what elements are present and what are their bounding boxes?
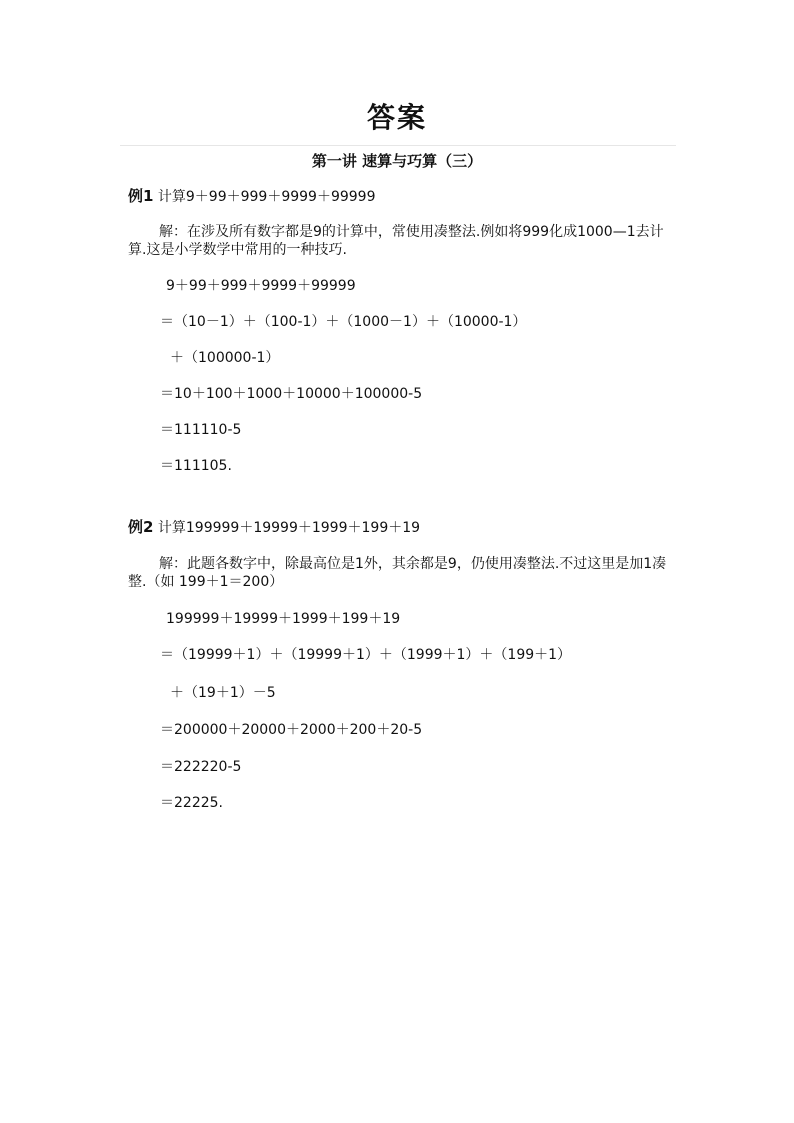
example1-step-5: ＝111110-5 (160, 422, 242, 438)
example2-step-4: ＝200000＋20000＋2000＋200＋20-5 (160, 722, 423, 738)
example1-step-2: ＝（10－1）＋（100-1）＋（1000－1）＋（10000-1） (160, 314, 527, 330)
page-title: 答案 (366, 101, 427, 134)
title-divider (120, 145, 676, 146)
example2-solution: 解：此题各数字中，除最高位是1外，其余都是9，仍使用凑整法.不过这里是加1凑整.（如 199＋1＝200） (128, 556, 667, 590)
example2-step-5: ＝222220-5 (160, 759, 242, 775)
example1-solution: 解：在涉及所有数字都是9的计算中，常使用凑整法.例如将999化成1000—1去计算.这是小学数学中常用的一种技巧. (128, 224, 664, 258)
example1-label: 例1 (128, 187, 154, 205)
example2-step-2: ＝（19999＋1）＋（19999＋1）＋（1999＋1）＋（199＋1） (160, 647, 572, 663)
example2-heading (128, 518, 420, 537)
lecture-title: 第一讲 速算与巧算（三） (311, 152, 483, 170)
example2-label: 例2 (128, 518, 154, 536)
example1-step-6: ＝111105. (160, 458, 232, 474)
example2-problem: 计算199999＋19999＋1999＋199＋19 (157, 520, 421, 536)
example1-step-4: ＝10＋100＋1000＋10000＋100000-5 (160, 386, 423, 402)
example2-step-6: ＝22225. (160, 795, 223, 811)
example1-heading (128, 187, 376, 206)
example1-step-1: 9＋99＋999＋9999＋99999 (166, 278, 356, 294)
example2-step-1: 199999＋19999＋1999＋199＋19 (166, 611, 401, 627)
example1-problem: 计算9＋99＋999＋9999＋99999 (157, 189, 376, 205)
example1-step-3: ＋（100000-1） (170, 350, 280, 366)
example2-step-3: ＋（19＋1）－5 (170, 685, 276, 701)
